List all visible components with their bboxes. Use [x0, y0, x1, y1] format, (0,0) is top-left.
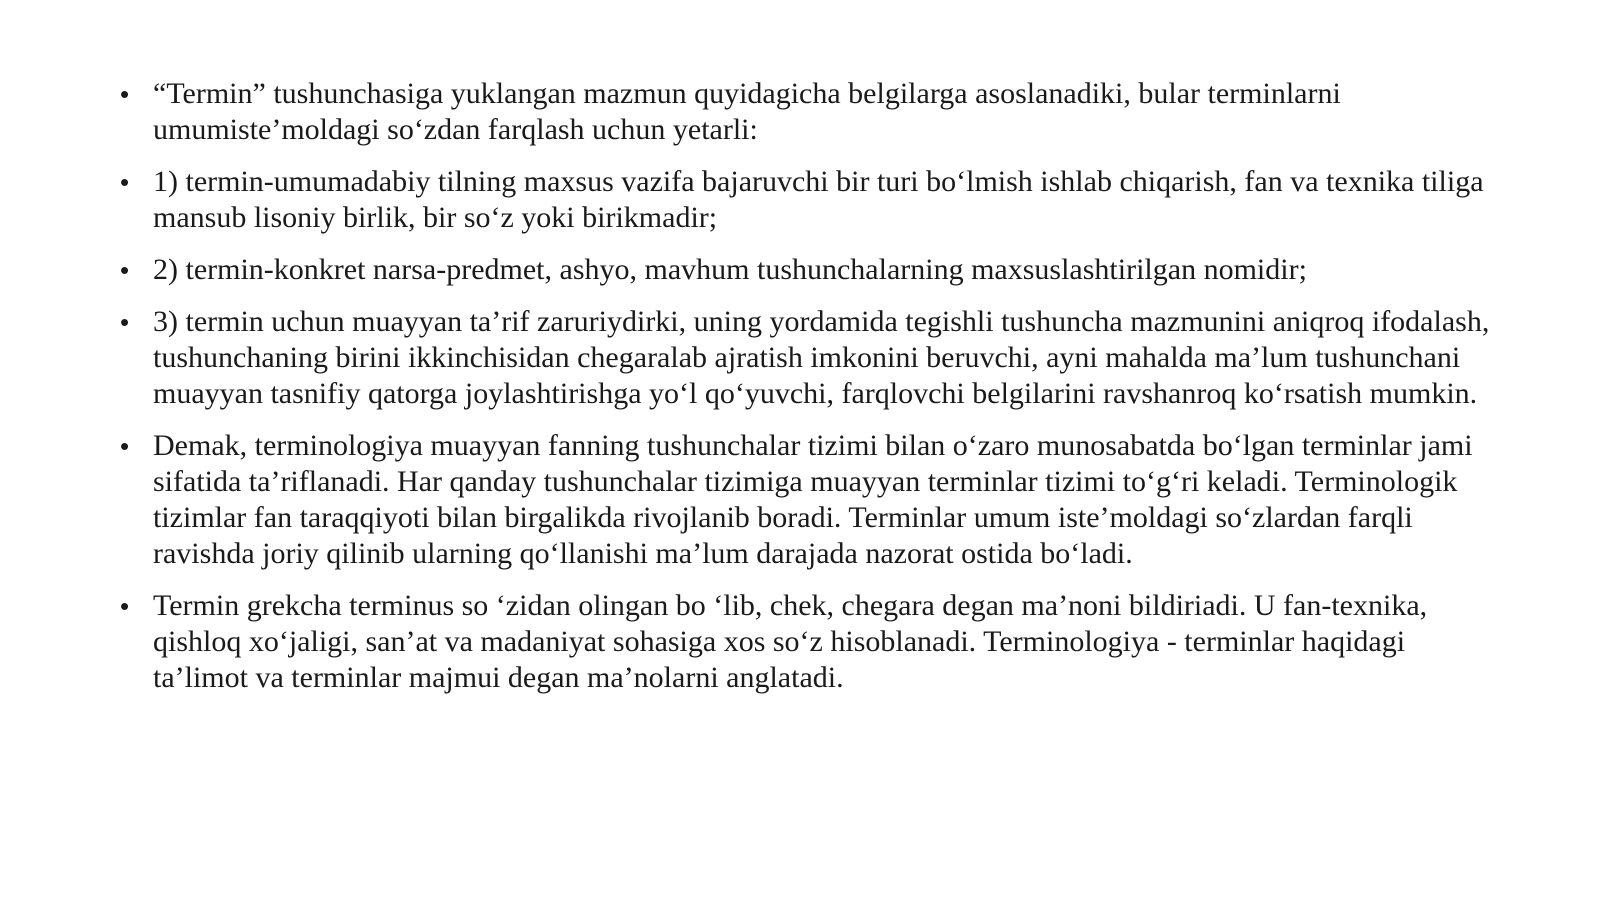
bullet-icon: •	[120, 431, 130, 461]
bullet-item	[120, 76, 1490, 148]
bullet-text: 1) termin-umumadabiy tilning maxsus vazifa bajaruvchi bir turi bo‘lmish ishlab chiqarish, fan va texnika tiliga mansub lisoniy birlik, bir so‘z yoki birikmadir;	[153, 165, 1484, 234]
bullet-icon: •	[120, 255, 130, 285]
bullet-item	[120, 164, 1490, 236]
bullet-text: 3) termin uchun muayyan ta’rif zaruriydirki, uning yordamida tegishli tushuncha mazmunini aniqroq ifodalash, tushunchaning birini ikkinchisidan chegaralab ajratish imkonini beruvchi, ayni mahalda ma’lum tushunchani muayyan tasnifiy qatorga joylashtirishga yo‘l qo‘yuvchi, farqlovchi belgilarini ravshanroq ko‘rsatish mumkin.	[153, 305, 1490, 410]
bullet-item	[120, 252, 1490, 288]
bullet-item	[120, 428, 1490, 572]
bullet-text: “Termin” tushunchasiga yuklangan mazmun quyidagicha belgilarga asoslanadiki, bular terminlarni umumiste’moldagi so‘zdan farqlash uchun yetarli:	[153, 77, 1341, 146]
bullet-item	[120, 304, 1490, 412]
bullet-item	[120, 588, 1490, 696]
bullet-icon: •	[120, 307, 130, 337]
bullet-icon: •	[120, 79, 130, 109]
bullet-list	[120, 76, 1490, 712]
bullet-text: Demak, terminologiya muayyan fanning tushunchalar tizimi bilan o‘zaro munosabatda bo‘lgan terminlar jami sifatida ta’riflanadi. Har qanday tushunchalar tizimiga muayyan terminlar tizimi to‘g‘ri keladi. Terminologik tizimlar fan taraqqiyoti bilan birgalikda rivojlanib boradi. Terminlar umum iste’moldagi so‘zlardan farqli ravishda joriy qilinib ularning qo‘llanishi ma’lum darajada nazorat ostida bo‘ladi.	[153, 429, 1473, 570]
bullet-text: Termin grekcha terminus so ‘zidan olingan bo ‘lib, chek, chegara degan ma’noni bildiriadi. U fan-texnika, qishloq xo‘jaligi, san’at va madaniyat sohasiga xos so‘z hisoblanadi. Terminologiya - terminlar haqidagi ta’limot va terminlar majmui degan ma’nolarni anglatadi.	[153, 589, 1428, 694]
bullet-icon: •	[120, 167, 130, 197]
bullet-icon: •	[120, 591, 130, 621]
bullet-text: 2) termin-konkret narsa-predmet, ashyo, mavhum tushunchalarning maxsuslashtirilgan nomidir;	[153, 253, 1307, 286]
